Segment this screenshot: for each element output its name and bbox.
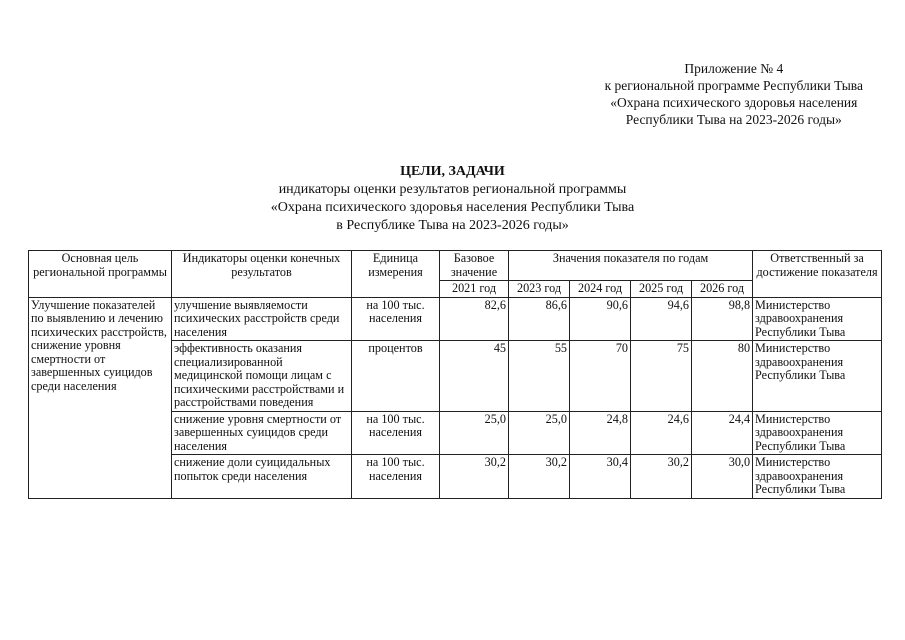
appendix-line: к региональной программе Республики Тыва xyxy=(604,78,863,93)
value-2023-cell: 25,0 xyxy=(509,411,570,455)
responsible-cell: Министерство здравоохранения Республики Тыва xyxy=(753,455,882,499)
header-base: Базовое значение xyxy=(440,251,509,281)
document-subtitle: в Республике Тыва на 2023-2026 годы» xyxy=(336,218,569,233)
header-row xyxy=(29,251,882,281)
base-value-cell: 30,2 xyxy=(440,455,509,499)
indicator-cell: снижение доли суицидальных попыток среди населения xyxy=(172,455,352,499)
value-2025-cell: 94,6 xyxy=(631,297,692,341)
header-unit: Единица измерения xyxy=(352,251,440,298)
unit-cell: на 100 тыс. населения xyxy=(352,411,440,455)
indicator-cell: эффективность оказания специализированной медицинской помощи лицам с психическими расстройствами и расстройствами поведения xyxy=(172,341,352,412)
base-value-cell: 25,0 xyxy=(440,411,509,455)
value-2026-cell: 24,4 xyxy=(692,411,753,455)
value-2023-cell: 86,6 xyxy=(509,297,570,341)
header-year: 2023 год xyxy=(509,281,570,298)
header-year: 2025 год xyxy=(631,281,692,298)
value-2026-cell: 30,0 xyxy=(692,455,753,499)
indicators-table xyxy=(28,250,882,499)
value-2024-cell: 90,6 xyxy=(570,297,631,341)
appendix-line: «Охрана психического здоровья населения xyxy=(610,95,858,110)
base-value-cell: 82,6 xyxy=(440,297,509,341)
document-subtitle: индикаторы оценки результатов региональной программы xyxy=(278,182,627,197)
value-2026-cell: 80 xyxy=(692,341,753,412)
header-year: 2026 год xyxy=(692,281,753,298)
value-2024-cell: 24,8 xyxy=(570,411,631,455)
header-goal: Основная цель региональной программы xyxy=(29,251,172,298)
value-2025-cell: 30,2 xyxy=(631,455,692,499)
appendix-line: Республики Тыва на 2023-2026 годы» xyxy=(625,112,842,127)
document-heading xyxy=(0,163,905,235)
header-responsible: Ответственный за достижение показателя xyxy=(753,251,882,298)
value-2026-cell: 98,8 xyxy=(692,297,753,341)
value-2024-cell: 30,4 xyxy=(570,455,631,499)
header-year: 2024 год xyxy=(570,281,631,298)
unit-cell: на 100 тыс. населения xyxy=(352,297,440,341)
value-2023-cell: 30,2 xyxy=(509,455,570,499)
indicator-cell: улучшение выявляемости психических расстройств среди населения xyxy=(172,297,352,341)
responsible-cell: Министерство здравоохранения Республики Тыва xyxy=(753,297,882,341)
indicator-cell: снижение уровня смертности от завершенных суицидов среди населения xyxy=(172,411,352,455)
value-2024-cell: 70 xyxy=(570,341,631,412)
table-row xyxy=(29,297,882,341)
unit-cell: на 100 тыс. населения xyxy=(352,455,440,499)
appendix-block xyxy=(605,60,863,128)
appendix-number: Приложение № 4 xyxy=(684,61,784,76)
goal-cell: Улучшение показателей по выявлению и лечению психических расстройств, снижение уровня смертности от завершенных суицидов среди населения xyxy=(29,297,172,498)
header-base-year: 2021 год xyxy=(440,281,509,298)
document-title: ЦЕЛИ, ЗАДАЧИ xyxy=(400,164,505,179)
document-subtitle: «Охрана психического здоровья населения Республики Тыва xyxy=(270,200,635,215)
header-indicators: Индикаторы оценки конечных результатов xyxy=(172,251,352,298)
base-value-cell: 45 xyxy=(440,341,509,412)
header-values-by-year: Значения показателя по годам xyxy=(509,251,753,281)
value-2025-cell: 24,6 xyxy=(631,411,692,455)
value-2023-cell: 55 xyxy=(509,341,570,412)
responsible-cell: Министерство здравоохранения Республики Тыва xyxy=(753,411,882,455)
value-2025-cell: 75 xyxy=(631,341,692,412)
unit-cell: процентов xyxy=(352,341,440,412)
responsible-cell: Министерство здравоохранения Республики Тыва xyxy=(753,341,882,412)
